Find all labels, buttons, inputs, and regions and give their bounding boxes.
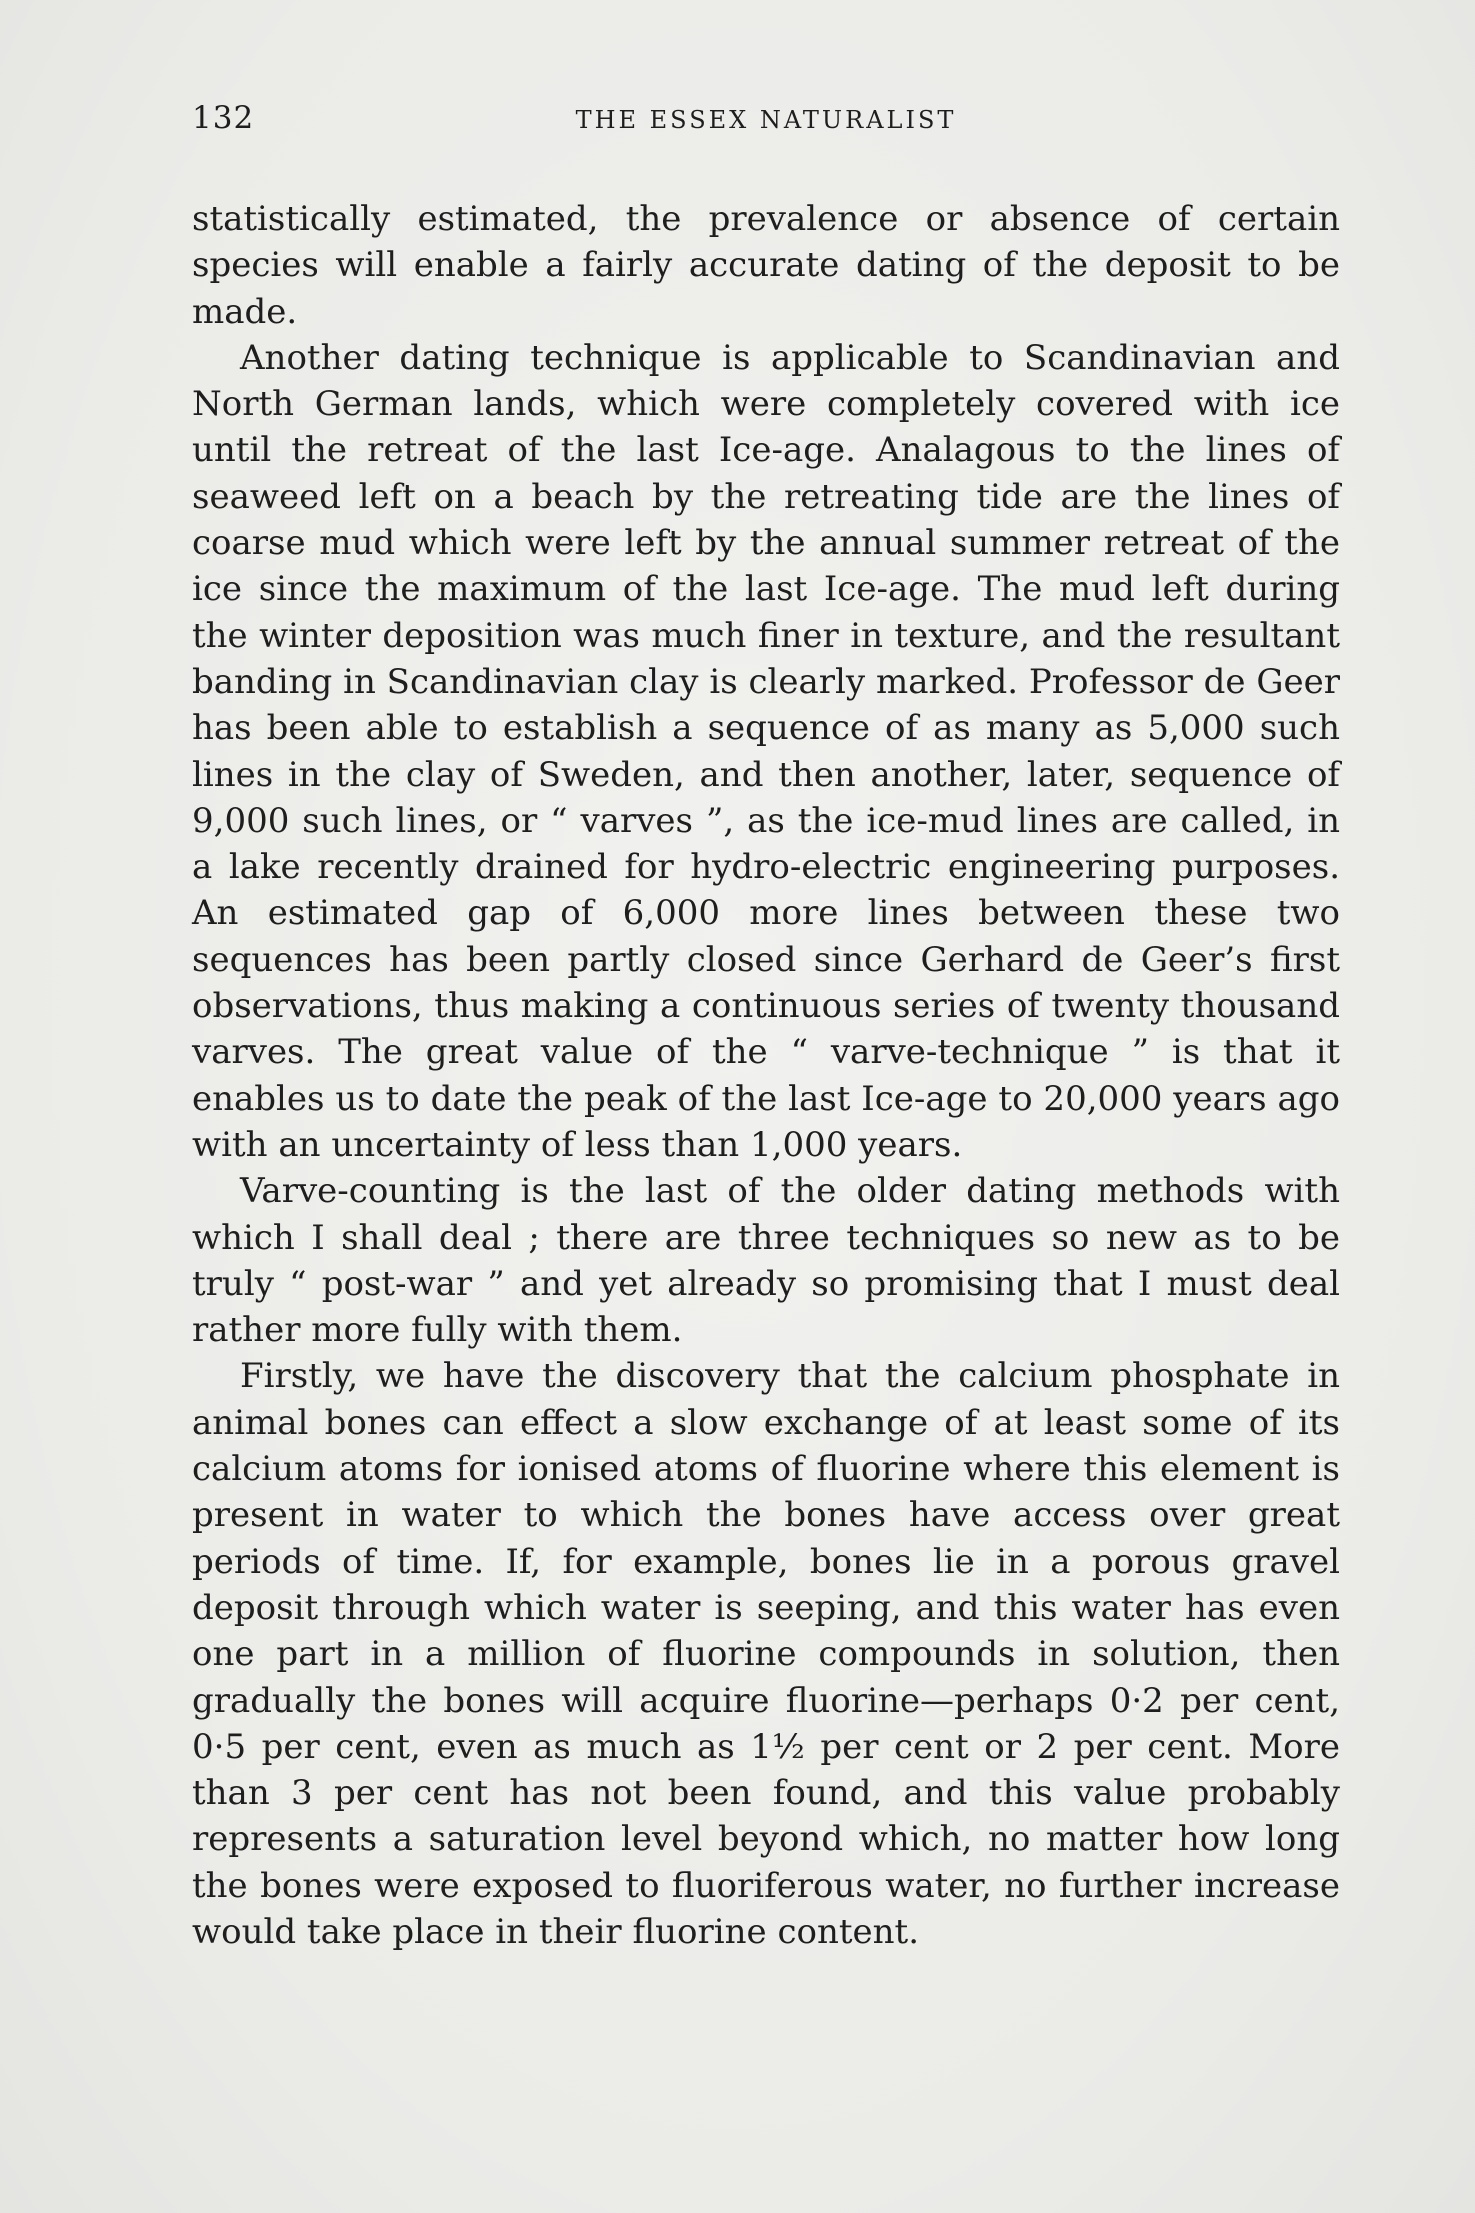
running-head (192, 100, 1340, 148)
paragraph-new-techniques: Varve-counting is the last of the older dating methods with which I shall deal ; there are three techniques so new as to be truly “ post-war ” and yet already so promising that I must deal rather more fully with them. (192, 1171, 1340, 1351)
body-text (192, 196, 1340, 1955)
page-number: 132 (192, 100, 255, 136)
journal-title: THE ESSEX NATURALIST (575, 106, 957, 134)
paragraph-fluorine: Firstly, we have the discovery that the calcium phosphate in animal bones can effect a slow exchange of at least some of its calcium atoms for ionised atoms of fluorine where this element is present in water to which the bones have access over great periods of time. If, for example, bones lie in a porous gravel deposit through which water is seeping, and this water has even one part in a million of fluorine compounds in solution, then gradually the bones will acquire fluorine—perhaps 0·2 per cent, 0·5 per cent, even as much as 1½ per cent or 2 per cent. More than 3 per cent has not been found, and this value probably represents a saturation level beyond which, no matter how long the bones were exposed to fluoriferous water, no further increase would take place in their fluorine content. (192, 1356, 1340, 1952)
paragraph-continued: statistically estimated, the prevalence or absence of certain species will enable a fairly accurate dating of the deposit to be made. (192, 199, 1340, 332)
paragraph-varve-technique: Another dating technique is applicable to Scandinavian and North German lands, which were completely covered with ice until the retreat of the last Ice-age. Analagous to the lines of seaweed left on a beach by the retreating tide are the lines of coarse mud which were left by the annual summer retreat of the ice since the maximum of the last Ice-age. The mud left during the winter deposition was much finer in texture, and the resultant banding in Scandinavian clay is clearly marked. Professor de Geer has been able to establish a sequence of as many as 5,000 such lines in the clay of Sweden, and then another, later, sequence of 9,000 such lines, or “ varves ”, as the ice-mud lines are called, in a lake recently drained for hydro-electric engineering purposes. An estimated gap of 6,000 more lines between these two sequences has been partly closed since Gerhard de Geer’s first observations, thus making a continuous series of twenty thousand varves. The great value of the “ varve-technique ” is that it enables us to date the peak of the last Ice-age to 20,000 years ago with an uncertainty of less than 1,000 years. (192, 337, 1340, 1165)
